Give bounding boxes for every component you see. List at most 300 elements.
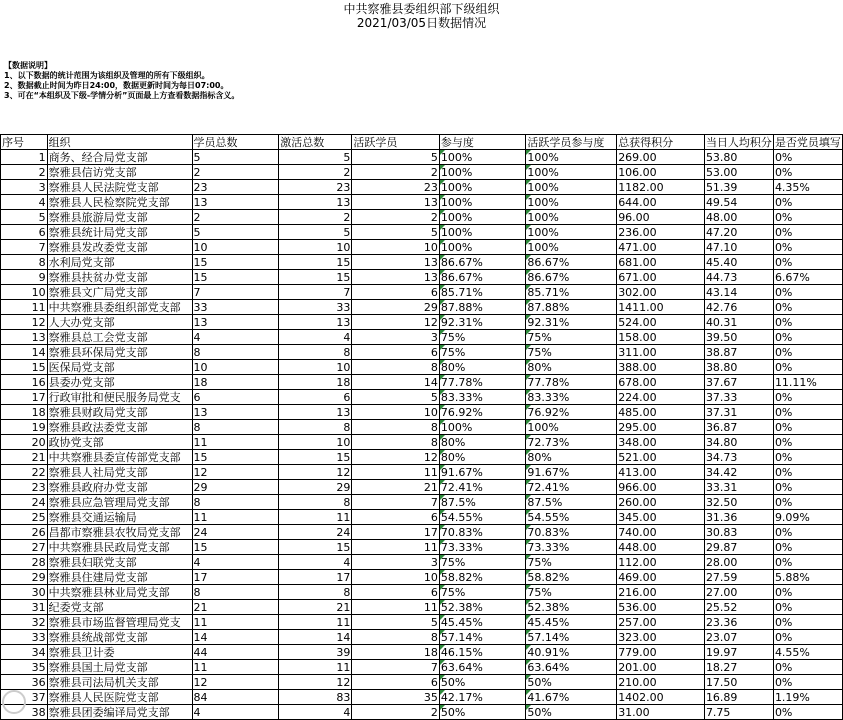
cell-active-participation[interactable]: 77.78% [526,375,617,390]
cell-active[interactable]: 29 [352,300,440,315]
cell-total-points[interactable]: 260.00 [617,495,705,510]
cell-org[interactable]: 中共察雅县民政局党支部 [47,540,192,555]
cell-total-points[interactable]: 31.00 [617,705,705,720]
cell-org[interactable]: 昌都市察雅县农牧局党支部 [47,525,192,540]
cell-avg-points[interactable]: 18.27 [704,660,773,675]
cell-total-points[interactable]: 158.00 [617,330,705,345]
cell-org[interactable]: 察雅县应急管理局党支部 [47,495,192,510]
cell-activated[interactable]: 13 [279,195,352,210]
cell-members[interactable]: 15 [192,270,279,285]
cell-party-member[interactable]: 0% [773,315,842,330]
cell-avg-points[interactable]: 7.75 [704,705,773,720]
cell-active[interactable]: 5 [352,150,440,165]
cell-active[interactable]: 10 [352,405,440,420]
cell-participation[interactable]: 100% [439,150,525,165]
cell-members[interactable]: 11 [192,660,279,675]
cell-members[interactable]: 2 [192,165,279,180]
cell-index[interactable]: 23 [1,480,48,495]
cell-activated[interactable]: 29 [279,480,352,495]
cell-activated[interactable]: 39 [279,645,352,660]
cell-total-points[interactable]: 388.00 [617,360,705,375]
cell-party-member[interactable]: 0% [773,225,842,240]
cell-index[interactable]: 32 [1,615,48,630]
cell-party-member[interactable]: 0% [773,465,842,480]
cell-total-points[interactable]: 348.00 [617,435,705,450]
cell-activated[interactable]: 8 [279,345,352,360]
cell-avg-points[interactable]: 34.80 [704,435,773,450]
cell-avg-points[interactable]: 16.89 [704,690,773,705]
cell-party-member[interactable]: 0% [773,615,842,630]
cell-active-participation[interactable]: 92.31% [526,315,617,330]
cell-activated[interactable]: 15 [279,450,352,465]
cell-avg-points[interactable]: 37.67 [704,375,773,390]
cell-index[interactable]: 2 [1,165,48,180]
cell-index[interactable]: 7 [1,240,48,255]
cell-members[interactable]: 13 [192,195,279,210]
cell-party-member[interactable]: 0% [773,150,842,165]
cell-total-points[interactable]: 536.00 [617,600,705,615]
cell-active[interactable]: 14 [352,375,440,390]
cell-activated[interactable]: 5 [279,150,352,165]
cell-active[interactable]: 13 [352,255,440,270]
cell-members[interactable]: 29 [192,480,279,495]
cell-activated[interactable]: 2 [279,165,352,180]
cell-org[interactable]: 察雅县财政局党支部 [47,405,192,420]
cell-active-participation[interactable]: 70.83% [526,525,617,540]
cell-avg-points[interactable]: 23.36 [704,615,773,630]
cell-participation[interactable]: 100% [439,195,525,210]
cell-total-points[interactable]: 471.00 [617,240,705,255]
cell-total-points[interactable]: 112.00 [617,555,705,570]
cell-members[interactable]: 84 [192,690,279,705]
cell-index[interactable]: 30 [1,585,48,600]
cell-active-participation[interactable]: 52.38% [526,600,617,615]
cell-members[interactable]: 4 [192,705,279,720]
cell-org[interactable]: 察雅县政法委党支部 [47,420,192,435]
cell-active-participation[interactable]: 72.73% [526,435,617,450]
cell-members[interactable]: 7 [192,285,279,300]
cell-participation[interactable]: 75% [439,345,525,360]
cell-members[interactable]: 10 [192,240,279,255]
cell-active-participation[interactable]: 75% [526,555,617,570]
cell-activated[interactable]: 21 [279,600,352,615]
cell-participation[interactable]: 100% [439,180,525,195]
cell-org[interactable]: 人大办党支部 [47,315,192,330]
cell-index[interactable]: 17 [1,390,48,405]
cell-avg-points[interactable]: 31.36 [704,510,773,525]
cell-avg-points[interactable]: 40.31 [704,315,773,330]
cell-total-points[interactable]: 671.00 [617,270,705,285]
cell-index[interactable]: 27 [1,540,48,555]
cell-avg-points[interactable]: 23.07 [704,630,773,645]
cell-party-member[interactable]: 0% [773,360,842,375]
cell-index[interactable]: 21 [1,450,48,465]
cell-members[interactable]: 12 [192,465,279,480]
cell-active[interactable]: 7 [352,660,440,675]
cell-active-participation[interactable]: 63.64% [526,660,617,675]
col-header-index[interactable]: 序号 [1,135,48,150]
cell-members[interactable]: 15 [192,540,279,555]
cell-index[interactable]: 28 [1,555,48,570]
cell-avg-points[interactable]: 37.31 [704,405,773,420]
cell-active-participation[interactable]: 50% [526,675,617,690]
cell-active-participation[interactable]: 76.92% [526,405,617,420]
cell-party-member[interactable]: 0% [773,240,842,255]
cell-activated[interactable]: 11 [279,510,352,525]
cell-members[interactable]: 6 [192,390,279,405]
cell-org[interactable]: 察雅县国土局党支部 [47,660,192,675]
cell-activated[interactable]: 14 [279,630,352,645]
cell-activated[interactable]: 10 [279,360,352,375]
cell-active[interactable]: 10 [352,570,440,585]
cell-party-member[interactable]: 0% [773,630,842,645]
cell-activated[interactable]: 8 [279,420,352,435]
cell-party-member[interactable]: 0% [773,285,842,300]
cell-active-participation[interactable]: 100% [526,210,617,225]
cell-active[interactable]: 12 [352,315,440,330]
cell-party-member[interactable]: 0% [773,165,842,180]
cell-party-member[interactable]: 0% [773,390,842,405]
cell-org[interactable]: 察雅县统计局党支部 [47,225,192,240]
cell-index[interactable]: 3 [1,180,48,195]
cell-participation[interactable]: 80% [439,450,525,465]
cell-activated[interactable]: 10 [279,240,352,255]
cell-members[interactable]: 23 [192,180,279,195]
cell-org[interactable]: 察雅县住建局党支部 [47,570,192,585]
cell-avg-points[interactable]: 32.50 [704,495,773,510]
cell-active[interactable]: 11 [352,465,440,480]
cell-party-member[interactable]: 0% [773,405,842,420]
cell-participation[interactable]: 91.67% [439,465,525,480]
cell-avg-points[interactable]: 37.33 [704,390,773,405]
cell-active[interactable]: 5 [352,615,440,630]
cell-activated[interactable]: 13 [279,315,352,330]
cell-members[interactable]: 11 [192,435,279,450]
cell-active[interactable]: 6 [352,585,440,600]
cell-activated[interactable]: 5 [279,225,352,240]
col-header-active-participation[interactable]: 活跃学员参与度 [526,135,617,150]
cell-index[interactable]: 14 [1,345,48,360]
cell-org[interactable]: 察雅县人民检察院党支部 [47,195,192,210]
cell-index[interactable]: 11 [1,300,48,315]
cell-active-participation[interactable]: 83.33% [526,390,617,405]
cell-party-member[interactable]: 0% [773,195,842,210]
cell-participation[interactable]: 100% [439,225,525,240]
cell-members[interactable]: 15 [192,450,279,465]
cell-active-participation[interactable]: 72.41% [526,480,617,495]
cell-total-points[interactable]: 236.00 [617,225,705,240]
cell-active-participation[interactable]: 86.67% [526,270,617,285]
cell-party-member[interactable]: 0% [773,555,842,570]
cell-activated[interactable]: 4 [279,705,352,720]
col-header-activated[interactable]: 激活总数 [279,135,352,150]
cell-participation[interactable]: 83.33% [439,390,525,405]
cell-party-member[interactable]: 6.67% [773,270,842,285]
cell-org[interactable]: 察雅县环保局党支部 [47,345,192,360]
cell-party-member[interactable]: 0% [773,330,842,345]
cell-members[interactable]: 24 [192,525,279,540]
cell-party-member[interactable]: 0% [773,450,842,465]
cell-avg-points[interactable]: 49.54 [704,195,773,210]
cell-org[interactable]: 察雅县司法局机关支部 [47,675,192,690]
cell-avg-points[interactable]: 43.14 [704,285,773,300]
cell-party-member[interactable]: 0% [773,675,842,690]
cell-participation[interactable]: 85.71% [439,285,525,300]
cell-total-points[interactable]: 106.00 [617,165,705,180]
cell-avg-points[interactable]: 38.87 [704,345,773,360]
cell-participation[interactable]: 100% [439,420,525,435]
cell-total-points[interactable]: 524.00 [617,315,705,330]
cell-activated[interactable]: 7 [279,285,352,300]
cell-total-points[interactable]: 295.00 [617,420,705,435]
cell-index[interactable]: 13 [1,330,48,345]
cell-avg-points[interactable]: 25.52 [704,600,773,615]
cell-avg-points[interactable]: 42.76 [704,300,773,315]
cell-org[interactable]: 纪委党支部 [47,600,192,615]
cell-total-points[interactable]: 485.00 [617,405,705,420]
cell-total-points[interactable]: 469.00 [617,570,705,585]
cell-party-member[interactable]: 0% [773,525,842,540]
cell-active-participation[interactable]: 100% [526,165,617,180]
cell-total-points[interactable]: 345.00 [617,510,705,525]
cell-org[interactable]: 察雅县政府办党支部 [47,480,192,495]
cell-org[interactable]: 察雅县卫计委 [47,645,192,660]
cell-active[interactable]: 5 [352,390,440,405]
cell-active[interactable]: 8 [352,435,440,450]
cell-members[interactable]: 4 [192,555,279,570]
cell-org[interactable]: 医保局党支部 [47,360,192,375]
cell-active-participation[interactable]: 86.67% [526,255,617,270]
cell-org[interactable]: 中共察雅县委宣传部党支部 [47,450,192,465]
cell-index[interactable]: 26 [1,525,48,540]
cell-participation[interactable]: 76.92% [439,405,525,420]
cell-index[interactable]: 25 [1,510,48,525]
cell-activated[interactable]: 6 [279,390,352,405]
cell-avg-points[interactable]: 38.80 [704,360,773,375]
cell-participation[interactable]: 86.67% [439,270,525,285]
cell-org[interactable]: 中共察雅县委组织部党支部 [47,300,192,315]
cell-active-participation[interactable]: 75% [526,345,617,360]
cell-participation[interactable]: 80% [439,360,525,375]
cell-org[interactable]: 察雅县人民法院党支部 [47,180,192,195]
cell-total-points[interactable]: 681.00 [617,255,705,270]
cell-active-participation[interactable]: 100% [526,195,617,210]
cell-activated[interactable]: 11 [279,615,352,630]
cell-party-member[interactable]: 0% [773,540,842,555]
cell-active[interactable]: 7 [352,495,440,510]
cell-total-points[interactable]: 779.00 [617,645,705,660]
cell-active[interactable]: 12 [352,450,440,465]
cell-active[interactable]: 5 [352,225,440,240]
cell-index[interactable]: 20 [1,435,48,450]
cell-avg-points[interactable]: 47.20 [704,225,773,240]
cell-participation[interactable]: 87.5% [439,495,525,510]
cell-members[interactable]: 11 [192,510,279,525]
cell-total-points[interactable]: 1411.00 [617,300,705,315]
cell-avg-points[interactable]: 29.87 [704,540,773,555]
col-header-org[interactable]: 组织 [47,135,192,150]
cell-active[interactable]: 35 [352,690,440,705]
cell-total-points[interactable]: 521.00 [617,450,705,465]
cell-active-participation[interactable]: 58.82% [526,570,617,585]
cell-members[interactable]: 18 [192,375,279,390]
cell-active[interactable]: 3 [352,330,440,345]
cell-active[interactable]: 11 [352,540,440,555]
cell-party-member[interactable]: 1.19% [773,690,842,705]
cell-active-participation[interactable]: 100% [526,150,617,165]
cell-index[interactable]: 18 [1,405,48,420]
cell-active-participation[interactable]: 73.33% [526,540,617,555]
cell-active[interactable]: 13 [352,195,440,210]
cell-active-participation[interactable]: 57.14% [526,630,617,645]
cell-total-points[interactable]: 269.00 [617,150,705,165]
cell-total-points[interactable]: 966.00 [617,480,705,495]
cell-party-member[interactable]: 0% [773,435,842,450]
cell-active-participation[interactable]: 100% [526,240,617,255]
cell-index[interactable]: 33 [1,630,48,645]
cell-index[interactable]: 16 [1,375,48,390]
cell-members[interactable]: 17 [192,570,279,585]
cell-avg-points[interactable]: 30.83 [704,525,773,540]
cell-activated[interactable]: 2 [279,210,352,225]
cell-members[interactable]: 8 [192,420,279,435]
cell-org[interactable]: 察雅县统战部党支部 [47,630,192,645]
cell-avg-points[interactable]: 45.40 [704,255,773,270]
cell-members[interactable]: 2 [192,210,279,225]
cell-members[interactable]: 15 [192,255,279,270]
cell-index[interactable]: 9 [1,270,48,285]
cell-activated[interactable]: 11 [279,660,352,675]
cell-active-participation[interactable]: 87.5% [526,495,617,510]
cell-total-points[interactable]: 302.00 [617,285,705,300]
cell-party-member[interactable]: 0% [773,420,842,435]
cell-total-points[interactable]: 216.00 [617,585,705,600]
cell-org[interactable]: 察雅县文广局党支部 [47,285,192,300]
cell-avg-points[interactable]: 44.73 [704,270,773,285]
cell-members[interactable]: 14 [192,630,279,645]
cell-total-points[interactable]: 1402.00 [617,690,705,705]
cell-org[interactable]: 中共察雅县林业局党支部 [47,585,192,600]
cell-total-points[interactable]: 678.00 [617,375,705,390]
cell-party-member[interactable]: 9.09% [773,510,842,525]
cell-active-participation[interactable]: 41.67% [526,690,617,705]
cell-org[interactable]: 行政审批和便民服务局党支 [47,390,192,405]
cell-participation[interactable]: 87.88% [439,300,525,315]
cell-members[interactable]: 5 [192,225,279,240]
cell-total-points[interactable]: 201.00 [617,660,705,675]
cell-avg-points[interactable]: 17.50 [704,675,773,690]
cell-party-member[interactable]: 4.55% [773,645,842,660]
cell-active[interactable]: 8 [352,630,440,645]
cell-active[interactable]: 6 [352,675,440,690]
col-header-total-points[interactable]: 总获得积分 [617,135,705,150]
cell-active-participation[interactable]: 100% [526,225,617,240]
cell-avg-points[interactable]: 33.31 [704,480,773,495]
cell-party-member[interactable]: 0% [773,210,842,225]
cell-party-member[interactable]: 11.11% [773,375,842,390]
cell-activated[interactable]: 15 [279,270,352,285]
cell-party-member[interactable]: 0% [773,345,842,360]
cell-party-member[interactable]: 0% [773,585,842,600]
cell-active-participation[interactable]: 87.88% [526,300,617,315]
col-header-avg-points[interactable]: 当日人均积分 [705,135,772,149]
cell-active-participation[interactable]: 75% [526,330,617,345]
cell-index[interactable]: 8 [1,255,48,270]
cell-active-participation[interactable]: 91.67% [526,465,617,480]
cell-members[interactable]: 4 [192,330,279,345]
cell-participation[interactable]: 92.31% [439,315,525,330]
cell-activated[interactable]: 15 [279,255,352,270]
cell-members[interactable]: 11 [192,615,279,630]
cell-participation[interactable]: 45.45% [439,615,525,630]
cell-members[interactable]: 8 [192,585,279,600]
cell-active-participation[interactable]: 50% [526,705,617,720]
cell-avg-points[interactable]: 53.00 [704,165,773,180]
cell-participation[interactable]: 52.38% [439,600,525,615]
cell-avg-points[interactable]: 28.00 [704,555,773,570]
cell-active-participation[interactable]: 80% [526,450,617,465]
cell-org[interactable]: 县委办党支部 [47,375,192,390]
cell-active-participation[interactable]: 75% [526,585,617,600]
cell-active[interactable]: 2 [352,210,440,225]
cell-activated[interactable]: 12 [279,465,352,480]
cell-active-participation[interactable]: 45.45% [526,615,617,630]
cell-activated[interactable]: 4 [279,555,352,570]
cell-avg-points[interactable]: 47.10 [704,240,773,255]
cell-org[interactable]: 察雅县扶贫办党支部 [47,270,192,285]
cell-total-points[interactable]: 96.00 [617,210,705,225]
cell-activated[interactable]: 4 [279,330,352,345]
cell-org[interactable]: 察雅县总工会党支部 [47,330,192,345]
cell-index[interactable]: 5 [1,210,48,225]
cell-active-participation[interactable]: 80% [526,360,617,375]
cell-org[interactable]: 商务、经合局党支部 [47,150,192,165]
cell-org[interactable]: 察雅县市场监督管理局党支 [47,615,192,630]
cell-total-points[interactable]: 210.00 [617,675,705,690]
cell-active-participation[interactable]: 100% [526,420,617,435]
cell-total-points[interactable]: 257.00 [617,615,705,630]
cell-org[interactable]: 察雅县信访党支部 [47,165,192,180]
cell-members[interactable]: 13 [192,315,279,330]
cell-participation[interactable]: 63.64% [439,660,525,675]
cell-party-member[interactable]: 0% [773,480,842,495]
cell-avg-points[interactable]: 53.80 [704,150,773,165]
cell-members[interactable]: 12 [192,675,279,690]
cell-active[interactable]: 8 [352,360,440,375]
cell-org[interactable]: 察雅县交通运输局 [47,510,192,525]
cell-total-points[interactable]: 1182.00 [617,180,705,195]
cell-members[interactable]: 44 [192,645,279,660]
cell-avg-points[interactable]: 34.42 [704,465,773,480]
cell-activated[interactable]: 15 [279,540,352,555]
col-header-active[interactable]: 活跃学员 [352,135,440,150]
cell-active[interactable]: 2 [352,165,440,180]
cell-total-points[interactable]: 740.00 [617,525,705,540]
cell-party-member[interactable]: 0% [773,600,842,615]
cell-index[interactable]: 37 [1,690,48,705]
cell-index[interactable]: 34 [1,645,48,660]
cell-index[interactable]: 22 [1,465,48,480]
cell-total-points[interactable]: 413.00 [617,465,705,480]
cell-party-member[interactable]: 0% [773,255,842,270]
cell-active[interactable]: 3 [352,555,440,570]
cell-participation[interactable]: 50% [439,675,525,690]
cell-activated[interactable]: 24 [279,525,352,540]
cell-index[interactable]: 6 [1,225,48,240]
cell-index[interactable]: 38 [1,705,48,720]
cell-activated[interactable]: 8 [279,585,352,600]
cell-participation[interactable]: 72.41% [439,480,525,495]
